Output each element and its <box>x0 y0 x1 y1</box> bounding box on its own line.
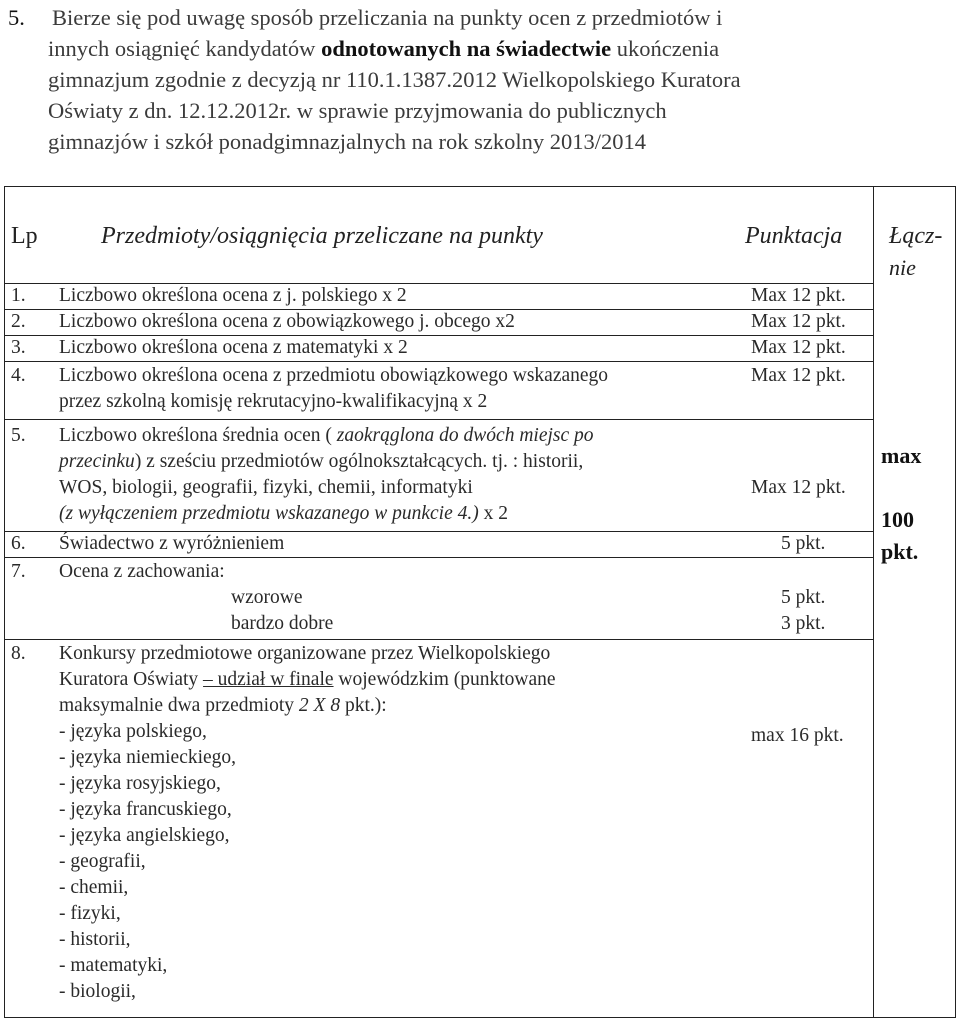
intro-line-1: 5. Bierze się pod uwagę sposób przeliczania na punkty ocen z przedmiotów i <box>0 2 940 33</box>
list-item: - języka francuskiego, <box>59 799 232 820</box>
list-item: - języka polskiego, <box>59 721 207 742</box>
total-max: max <box>881 443 922 468</box>
table-row: 7. Ocena z zachowania: <box>11 561 225 582</box>
intro-paragraph <box>0 2 940 157</box>
row-divider <box>5 639 873 640</box>
intro-line-4: Oświaty z dn. 12.12.2012r. w sprawie przyjmowania do publicznych <box>48 98 667 123</box>
behavior-grade-very-good: bardzo dobre <box>231 613 334 634</box>
list-item: - matematyki, <box>59 955 168 976</box>
table-row: 3. Liczbowo określona ocena z matematyki x 2 <box>11 337 408 358</box>
row-points: 3 pkt. <box>781 613 826 634</box>
table-row: 1. Liczbowo określona ocena z j. polskiego x 2 <box>11 285 407 306</box>
list-item: - chemii, <box>59 877 129 898</box>
list-item: - języka rosyjskiego, <box>59 773 221 794</box>
header-total: Łącz- <box>889 223 943 249</box>
list-item: - fizyki, <box>59 903 121 924</box>
list-item: - biologii, <box>59 981 136 1002</box>
behavior-grade-exemplary: wzorowe <box>231 587 303 608</box>
table-row: 5. Liczbowo określona średnia ocen ( zaokrąglona do dwóch miejsc po przecinku) z sześciu przedmiotów ogólnokształcących. tj. : historii, WOS, biologii, geografii, fizyki, chemii, informatyki (z wyłączeniem przedmiotu wskazanego w punkcie 4.) x 2 <box>11 425 594 524</box>
row-divider <box>5 557 873 558</box>
header-total-cont: nie <box>889 255 916 280</box>
table-row: 4. Liczbowo określona ocena z przedmiotu obowiązkowego wskazanego przez szkolną komisję rekrutacyjno-kwalifikacyjną x 2 <box>11 365 609 412</box>
row-points: 5 pkt. <box>781 533 826 554</box>
intro-line-2: innych osiągnięć kandydatów odnotowanych na świadectwie ukończenia <box>48 36 720 61</box>
points-table <box>4 186 956 1018</box>
table-row: 2. Liczbowo określona ocena z obowiązkowego j. obcego x2 <box>11 311 515 332</box>
header-subject: Przedmioty/osiągnięcia przeliczane na punkty <box>101 223 543 249</box>
row-points: Max 12 pkt. <box>751 311 846 332</box>
list-item: - języka niemieckiego, <box>59 747 237 768</box>
row-divider <box>5 419 873 420</box>
intro-line-5: gimnazjów i szkół ponadgimnazjalnych na rok szkolny 2013/2014 <box>48 129 647 154</box>
list-item: - języka angielskiego, <box>59 825 230 846</box>
list-item: - geografii, <box>59 851 146 872</box>
row-points: 5 pkt. <box>781 587 826 608</box>
row-points: Max 12 pkt. <box>751 337 846 358</box>
row-points: Max 12 pkt. <box>751 365 846 386</box>
table-row: 8. Konkursy przedmiotowe organizowane przez Wielkopolskiego Kuratora Oświaty – udział w finale wojewódzkim (punktowane maksymalnie dwa przedmioty 2 X 8 pkt.): - języka polskiego, - języka niemieckiego, - języka rosyjskiego, - języka francuskiego, - języka angielskiego, - geografii, - chemii, - fizyki, - historii, - matematyki, - biologii, <box>11 641 556 1005</box>
total-unit: pkt. <box>881 539 919 564</box>
column-divider <box>873 187 874 1017</box>
row-points: Max 12 pkt. <box>751 477 846 498</box>
row-points: Max 12 pkt. <box>751 285 846 306</box>
emphasis: odnotowanych na świadectwie <box>321 36 612 61</box>
row-points: max 16 pkt. <box>751 725 844 746</box>
intro-number: 5. <box>8 5 25 30</box>
table-row: 6. Świadectwo z wyróżnieniem <box>11 533 285 554</box>
header-points: Punktacja <box>745 223 843 249</box>
list-item: - historii, <box>59 929 131 950</box>
intro-line-3: gimnazjum zgodnie z decyzją nr 110.1.1387.2012 Wielkopolskiego Kuratora <box>48 67 741 92</box>
row-divider <box>5 361 873 362</box>
header-lp: Lp <box>11 223 38 249</box>
total-value: 100 <box>881 507 914 532</box>
